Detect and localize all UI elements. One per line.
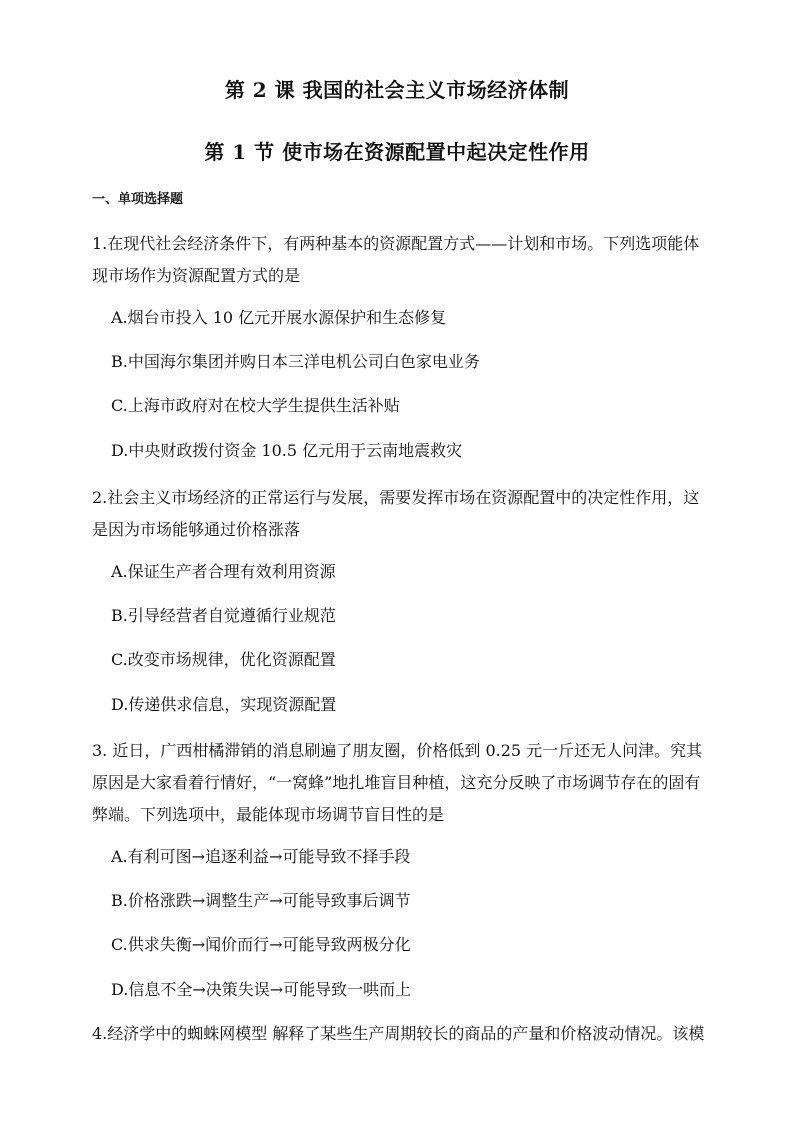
question-2-stem: 2.社会主义市场经济的正常运行与发展，需要发挥市场在资源配置中的决定性作用，这是因为市场能够通过价格涨落 [92,488,700,539]
question-3-option-c: C.供求失衡→闻价而行→可能导致两极分化 [111,935,411,954]
question-1-stem: 1.在现代社会经济条件下，有两种基本的资源配置方式——计划和市场。下列选项能体现市场作为资源配置方式的是 [92,234,700,285]
question-3-option-a: A.有利可图→追逐利益→可能导致不择手段 [111,847,411,866]
question-1-option-d: D.中央财政拨付资金 10.5 亿元用于云南地震救灾 [111,441,463,460]
lesson-title: 第 2 课 我国的社会主义市场经济体制 [224,78,570,102]
question-3-option-d: D.信息不全→决策失误→可能导致一哄而上 [111,980,412,999]
question-2-option-b: B.引导经营者自觉遵循行业规范 [111,606,336,625]
question-3-option-b: B.价格涨跌→调整生产→可能导致事后调节 [111,891,411,910]
question-3-stem: 3. 近日，广西柑橘滞销的消息刷遍了朋友圈，价格低到 0.25 元一斤还无人问津。究其原因是大家看着行情好，“一窝蜂”地扎堆盲目种植，这充分反映了市场调节存在的固有弊端。下列选项中，最能体现市场调节盲目性的是 [92,741,703,824]
question-2-option-a: A.保证生产者合理有效利用资源 [111,562,336,581]
question-1-option-c: C.上海市政府对在校大学生提供生活补贴 [111,396,400,415]
question-type-heading: 一、单项选择题 [92,192,184,207]
question-1-option-a: A.烟台市投入 10 亿元开展水源保护和生态修复 [111,308,447,327]
section-title: 第 1 节 使市场在资源配置中起决定性作用 [204,140,590,164]
question-4-stem: 4.经济学中的蜘蛛网模型 解释了某些生产周期较长的商品的产量和价格波动情况。该模 [92,1024,704,1043]
question-1-option-b: B.中国海尔集团并购日本三洋电机公司白色家电业务 [111,352,480,371]
question-2-option-c: C.改变市场规律，优化资源配置 [111,650,336,669]
question-2-option-d: D.传递供求信息，实现资源配置 [111,695,337,714]
